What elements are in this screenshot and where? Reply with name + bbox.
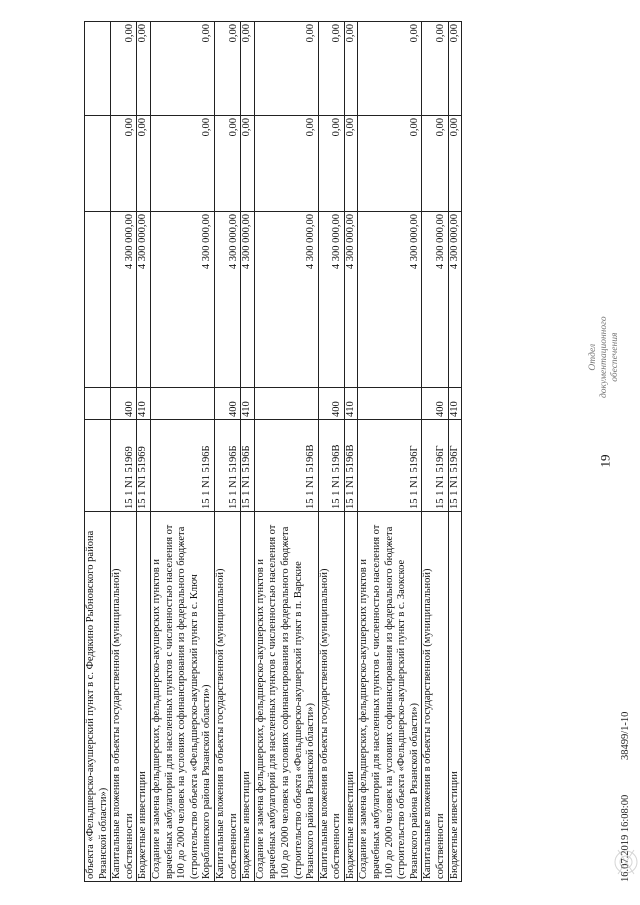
- row-sum-2021-cell: 0,00: [214, 22, 240, 116]
- row-code-cell: 15 1 N1 5196Б: [214, 420, 240, 512]
- table-row: [150, 22, 214, 882]
- table-row: [318, 22, 344, 882]
- table-row: [241, 22, 255, 882]
- table-row: [214, 22, 240, 882]
- row-code-cell: 15 1 N1 51969: [111, 420, 137, 512]
- row-sum-2020-cell: 0,00: [111, 116, 137, 212]
- table-row: [344, 22, 358, 882]
- row-code-cell: 15 1 N1 5196Б: [150, 420, 214, 512]
- table-row: [137, 22, 151, 882]
- row-vr-cell: 400: [422, 388, 448, 420]
- row-vr-cell: 410: [344, 388, 358, 420]
- row-vr-cell: 400: [111, 388, 137, 420]
- row-sum-2021-cell: 0,00: [241, 22, 255, 116]
- row-sum-2020-cell: 0,00: [137, 116, 151, 212]
- row-sum-2021-cell: 0,00: [448, 22, 462, 116]
- budget-table-body: [85, 22, 462, 882]
- table-row: [111, 22, 137, 882]
- row-vr-cell: 400: [214, 388, 240, 420]
- row-code-cell: 15 1 N1 51969: [137, 420, 151, 512]
- row-name-cell: Бюджетные инвестиции: [448, 512, 462, 882]
- row-code-cell: 15 1 N1 5196Г: [422, 420, 448, 512]
- row-vr-cell: 400: [318, 388, 344, 420]
- row-sum-2019-cell: 4 300 000,00: [318, 212, 344, 388]
- row-name-cell: Бюджетные инвестиции: [137, 512, 151, 882]
- budget-table: [84, 21, 462, 882]
- row-sum-2019-cell: 4 300 000,00: [344, 212, 358, 388]
- footer-doc-id: 38499/1-10: [620, 711, 631, 760]
- table-row: [85, 22, 111, 882]
- row-name-cell: Капитальные вложения в объекты государственной (муниципальной) собственности: [422, 512, 448, 882]
- row-sum-2019-cell: [85, 212, 111, 388]
- row-code-cell: 15 1 N1 5196В: [344, 420, 358, 512]
- row-sum-2019-cell: 4 300 000,00: [150, 212, 214, 388]
- row-sum-2021-cell: 0,00: [137, 22, 151, 116]
- row-vr-cell: [85, 388, 111, 420]
- row-code-cell: 15 1 N1 5196Г: [358, 420, 422, 512]
- row-sum-2021-cell: 0,00: [150, 22, 214, 116]
- row-vr-cell: 410: [241, 388, 255, 420]
- row-sum-2021-cell: 0,00: [422, 22, 448, 116]
- row-sum-2019-cell: 4 300 000,00: [358, 212, 422, 388]
- row-name-cell: Создание и замена фельдшерских, фельдшерско-акушерских пунктов и врачебных амбулаторий для населенных пунктов с численностью населения от 100 до 2000 человек на условиях софинансирования из федерального бюджета (строительство объекта «Фельдшерско-акушерский пункт в с. Ключ Кораблинского района Рязанской области»): [150, 512, 214, 882]
- stamp-line-1: Отдел документационного: [588, 316, 609, 398]
- row-name-cell: Капитальные вложения в объекты государственной (муниципальной) собственности: [214, 512, 240, 882]
- table-row: [254, 22, 318, 882]
- row-sum-2020-cell: 0,00: [214, 116, 240, 212]
- row-code-cell: 15 1 N1 5196В: [318, 420, 344, 512]
- row-sum-2021-cell: 0,00: [344, 22, 358, 116]
- row-sum-2019-cell: 4 300 000,00: [254, 212, 318, 388]
- row-vr-cell: [358, 388, 422, 420]
- stamp-line-2: обеспечения: [610, 332, 620, 382]
- row-sum-2020-cell: 0,00: [254, 116, 318, 212]
- row-sum-2020-cell: 0,00: [318, 116, 344, 212]
- row-sum-2019-cell: 4 300 000,00: [241, 212, 255, 388]
- row-sum-2020-cell: 0,00: [344, 116, 358, 212]
- page-number: 19: [597, 454, 613, 468]
- row-vr-cell: [254, 388, 318, 420]
- row-name-cell: Создание и замена фельдшерских, фельдшерско-акушерских пунктов и врачебных амбулаторий для населенных пунктов с численностью населения от 100 до 2000 человек на условиях софинансирования из федерального бюджета (строительство объекта «Фельдшерско-акушерский пункт в с. Заокское Рязанского района Рязанской области»): [358, 512, 422, 882]
- row-vr-cell: [150, 388, 214, 420]
- row-code-cell: [85, 420, 111, 512]
- row-sum-2020-cell: 0,00: [358, 116, 422, 212]
- budget-table-rotated: [84, 22, 574, 882]
- row-code-cell: 15 1 N1 5196В: [254, 420, 318, 512]
- row-sum-2021-cell: 0,00: [318, 22, 344, 116]
- row-sum-2020-cell: 0,00: [422, 116, 448, 212]
- row-sum-2019-cell: 4 300 000,00: [448, 212, 462, 388]
- row-name-cell: Бюджетные инвестиции: [344, 512, 358, 882]
- row-sum-2020-cell: 0,00: [241, 116, 255, 212]
- row-sum-2019-cell: 4 300 000,00: [214, 212, 240, 388]
- row-sum-2019-cell: 4 300 000,00: [422, 212, 448, 388]
- row-sum-2019-cell: 4 300 000,00: [111, 212, 137, 388]
- row-sum-2020-cell: [85, 116, 111, 212]
- row-name-cell: Бюджетные инвестиции: [241, 512, 255, 882]
- row-sum-2021-cell: 0,00: [254, 22, 318, 116]
- row-name-cell: Капитальные вложения в объекты государственной (муниципальной) собственности: [318, 512, 344, 882]
- table-row: [358, 22, 422, 882]
- row-name-cell: объекта «Фельдшерско-акушерский пункт в с. Федякино Рыбновского района Рязанской области»): [85, 512, 111, 882]
- row-code-cell: 15 1 N1 5196Б: [241, 420, 255, 512]
- row-sum-2021-cell: 0,00: [111, 22, 137, 116]
- row-sum-2021-cell: 0,00: [358, 22, 422, 116]
- row-sum-2020-cell: 0,00: [150, 116, 214, 212]
- row-vr-cell: 410: [137, 388, 151, 420]
- footer-datetime: 16.07.2019 16:08:00: [620, 794, 631, 882]
- row-code-cell: 15 1 N1 5196Г: [448, 420, 462, 512]
- department-stamp: [588, 316, 621, 398]
- row-sum-2021-cell: [85, 22, 111, 116]
- table-row: [422, 22, 448, 882]
- seal-icon: [612, 842, 640, 882]
- table-row: [448, 22, 462, 882]
- row-sum-2020-cell: 0,00: [448, 116, 462, 212]
- row-sum-2019-cell: 4 300 000,00: [137, 212, 151, 388]
- row-vr-cell: 410: [448, 388, 462, 420]
- row-name-cell: Создание и замена фельдшерских, фельдшерско-акушерских пунктов и врачебных амбулаторий для населенных пунктов с численностью населения от 100 до 2000 человек на условиях софинансирования из федерального бюджета (строительство объекта «Фельдшерско-акушерский пункт в п. Варские Рязанского района Рязанской области»): [254, 512, 318, 882]
- row-name-cell: Капитальные вложения в объекты государственной (муниципальной) собственности: [111, 512, 137, 882]
